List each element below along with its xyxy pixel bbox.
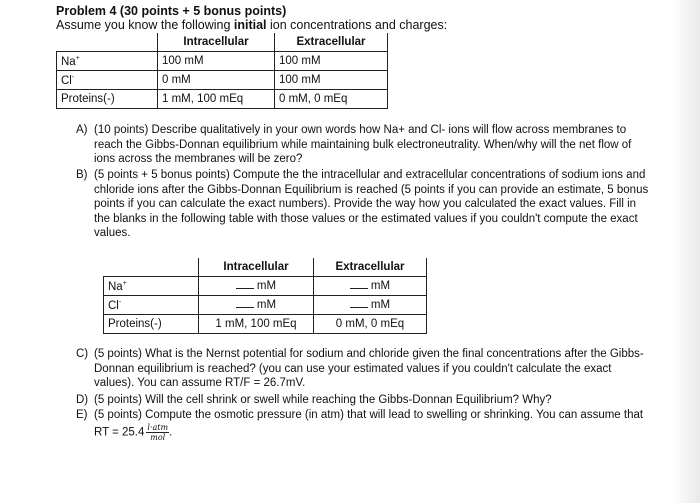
ion-name: Cl-: [104, 296, 199, 315]
question-label: E): [76, 409, 88, 421]
rt-units-fraction: $\frac{\text{l·atm}}{\text{mol}}$: [147, 422, 169, 442]
extracellular-fill-blank[interactable]: mM: [314, 277, 427, 296]
extracellular-fill-blank[interactable]: mM: [314, 296, 427, 315]
problem-intro: Assume you know the following initial ion concentrations and charges:: [56, 18, 448, 32]
table-row: [104, 277, 427, 296]
table-header-intracellular: Intracellular: [199, 258, 314, 277]
ion-name: Cl-: [57, 71, 158, 90]
ion-name: Proteins(-): [57, 90, 158, 109]
table-row: [104, 315, 427, 334]
question-label: A): [76, 124, 88, 136]
table-corner: [104, 258, 199, 277]
intro-initial-emphasis: initial: [233, 18, 267, 32]
table-row: [57, 71, 388, 90]
page-edge-shadow: [672, 0, 700, 503]
intracellular-fill-blank[interactable]: mM: [199, 277, 314, 296]
ion-name: Proteins(-): [104, 315, 199, 334]
table-row: [57, 52, 388, 71]
extracellular-value: 100 mM: [275, 52, 388, 71]
question-label: D): [76, 394, 89, 406]
table-header-extracellular: Extracellular: [275, 33, 388, 52]
intracellular-value: 100 mM: [158, 52, 275, 71]
ion-name: Na+: [57, 52, 158, 71]
table-corner: [57, 33, 158, 52]
intracellular-value: 1 mM, 100 mEq: [158, 90, 275, 109]
question-text: (5 points) Compute the osmotic pressure (in atm) that will lead to swelling or shrinking. You can assume that RT = 25.4 $\frac{\text{l·atm}}{\text{mol}}$ .: [94, 409, 644, 442]
question-text: (5 points + 5 bonus points) Compute the the intracellular and extracellular concentrations of sodium ions and chloride ions after the Gibbs-Donnan Equilibrium is reached (5 points if you can provide an estimate, 5 bonus points if you can calculate the exact numbers). Provide the way how you calculated the exact values. Fill in the blanks in the following table with those values or the estimated values if you couldn't compute the exact values.: [94, 169, 649, 240]
question-label: C): [76, 348, 89, 360]
extracellular-value: 0 mM, 0 mEq: [275, 90, 388, 109]
table-header-extracellular: Extracellular: [314, 258, 427, 277]
ion-name: Na+: [104, 277, 199, 296]
extracellular-value: 0 mM, 0 mEq: [314, 315, 427, 334]
intracellular-value: 0 mM: [158, 71, 275, 90]
intracellular-value: 1 mM, 100 mEq: [199, 315, 314, 334]
problem-title: Problem 4 (30 points + 5 bonus points): [56, 4, 287, 18]
question-text: (5 points) What is the Nernst potential for sodium and chloride given the final concentrations after the Gibbs-Donnan equilibrium is reached? (you can use your estimated values if you couldn't calculate the exact values). You can assume RT/F = 26.7mV.: [94, 348, 644, 390]
table-row: [57, 90, 388, 109]
table-header-intracellular: Intracellular: [158, 33, 275, 52]
extracellular-value: 100 mM: [275, 71, 388, 90]
intracellular-fill-blank[interactable]: mM: [199, 296, 314, 315]
table-row: [104, 296, 427, 315]
question-text: (10 points) Describe qualitatively in your own words how Na+ and Cl- ions will flow across membranes to reach the Gibbs-Donnan equilibrium while maintaining bulk electroneutrality. When/why will the net flow of ions across the membranes will be zero?: [94, 124, 632, 166]
equilibrium-concentration-table: [103, 258, 427, 334]
question-text: (5 points) Will the cell shrink or swell while reaching the Gibbs-Donnan Equilibrium? Why?: [94, 394, 552, 406]
initial-concentration-table: [56, 33, 388, 109]
question-label: B): [76, 169, 88, 181]
